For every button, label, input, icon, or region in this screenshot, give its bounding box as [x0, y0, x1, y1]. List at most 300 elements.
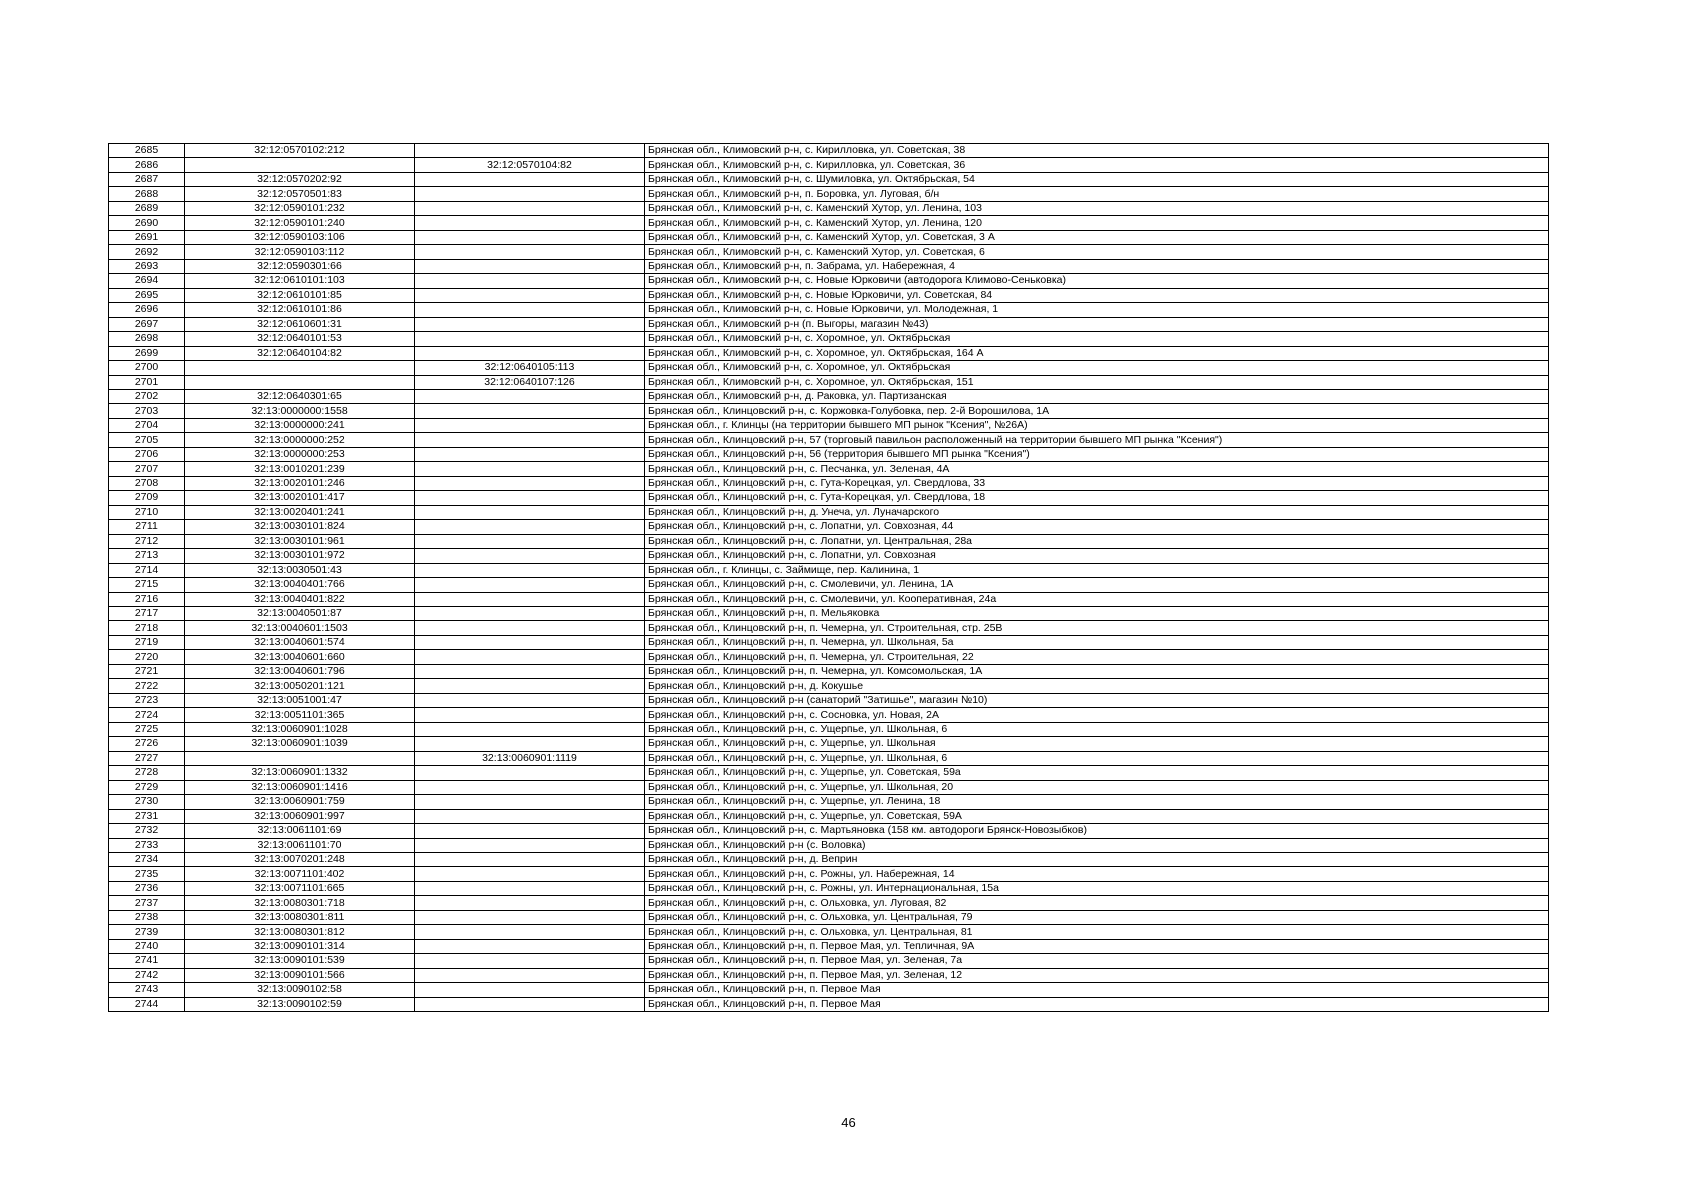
cadastral-number-cell [185, 375, 415, 389]
table-row [109, 607, 1549, 621]
table-row [109, 751, 1549, 765]
table-row [109, 635, 1549, 649]
row-number-cell: 2736 [109, 881, 185, 895]
cadastral-number-cell: 32:13:0060901:1028 [185, 722, 415, 736]
address-cell: Брянская обл., Клинцовский р-н, с. Ольховка, ул. Центральная, 79 [645, 910, 1549, 924]
cadastral-number-cell: 32:12:0640101:53 [185, 332, 415, 346]
address-cell: Брянская обл., Климовский р-н, с. Каменский Хутор, ул. Ленина, 120 [645, 216, 1549, 230]
cadastral-number-alt-cell [415, 925, 645, 939]
row-number-cell: 2733 [109, 838, 185, 852]
cadastral-number-alt-cell [415, 274, 645, 288]
address-cell: Брянская обл., Климовский р-н, с. Каменский Хутор, ул. Ленина, 103 [645, 201, 1549, 215]
address-cell: Брянская обл., Клинцовский р-н, п. Первое Мая [645, 983, 1549, 997]
cadastral-number-alt-cell [415, 303, 645, 317]
address-cell: Брянская обл., Клинцовский р-н, с. Мартьяновка (158 км. автодороги Брянск-Новозыбков) [645, 824, 1549, 838]
table-row [109, 505, 1549, 519]
address-cell: Брянская обл., Клинцовский р-н, д. Унеча, ул. Луначарского [645, 505, 1549, 519]
cadastral-number-alt-cell [415, 259, 645, 273]
cadastral-number-alt-cell [415, 476, 645, 490]
address-cell: Брянская обл., Клинцовский р-н, п. Чемерна, ул. Школьная, 5а [645, 635, 1549, 649]
address-cell: Брянская обл., г. Клинцы, с. Займище, пер. Калинина, 1 [645, 563, 1549, 577]
address-cell: Брянская обл., Клинцовский р-н, 57 (торговый павильон расположенный на территории бывшего МП рынка "Ксения") [645, 433, 1549, 447]
row-number-cell: 2717 [109, 607, 185, 621]
table-row [109, 563, 1549, 577]
cadastral-number-cell: 32:13:0030101:961 [185, 534, 415, 548]
cadastral-number-cell: 32:13:0090102:58 [185, 983, 415, 997]
cadastral-number-alt-cell [415, 288, 645, 302]
row-number-cell: 2719 [109, 635, 185, 649]
cadastral-number-cell: 32:13:0040601:796 [185, 664, 415, 678]
cadastral-number-alt-cell [415, 910, 645, 924]
table-row [109, 925, 1549, 939]
cadastral-number-alt-cell [415, 838, 645, 852]
cadastral-number-cell: 32:13:0060901:1416 [185, 780, 415, 794]
cadastral-number-alt-cell [415, 896, 645, 910]
table-row [109, 795, 1549, 809]
address-cell: Брянская обл., Клинцовский р-н, с. Гута-Корецкая, ул. Свердлова, 18 [645, 491, 1549, 505]
row-number-cell: 2706 [109, 447, 185, 461]
table-row [109, 766, 1549, 780]
cadastral-number-cell: 32:12:0590103:112 [185, 245, 415, 259]
cadastral-number-cell: 32:13:0090101:566 [185, 968, 415, 982]
table-row [109, 693, 1549, 707]
cadastral-number-alt-cell [415, 201, 645, 215]
table-row [109, 838, 1549, 852]
row-number-cell: 2735 [109, 867, 185, 881]
row-number-cell: 2744 [109, 997, 185, 1011]
table-row [109, 968, 1549, 982]
cadastral-number-cell: 32:12:0590301:66 [185, 259, 415, 273]
table-row [109, 621, 1549, 635]
cadastral-number-cell: 32:13:0080301:718 [185, 896, 415, 910]
address-cell: Брянская обл., Клинцовский р-н (санаторий "Затишье", магазин №10) [645, 693, 1549, 707]
row-number-cell: 2740 [109, 939, 185, 953]
address-cell: Брянская обл., Клинцовский р-н, п. Первое Мая, ул. Тепличная, 9А [645, 939, 1549, 953]
cadastral-number-alt-cell [415, 968, 645, 982]
row-number-cell: 2686 [109, 158, 185, 172]
cadastral-number-alt-cell [415, 346, 645, 360]
cadastral-number-cell [185, 361, 415, 375]
row-number-cell: 2718 [109, 621, 185, 635]
cadastral-number-cell: 32:13:0051101:365 [185, 708, 415, 722]
row-number-cell: 2696 [109, 303, 185, 317]
row-number-cell: 2738 [109, 910, 185, 924]
table-row [109, 476, 1549, 490]
table-row [109, 375, 1549, 389]
table-row [109, 462, 1549, 476]
cadastral-number-alt-cell [415, 607, 645, 621]
table-row [109, 983, 1549, 997]
cadastral-number-alt-cell [415, 389, 645, 403]
cadastral-number-cell: 32:13:0030101:824 [185, 520, 415, 534]
cadastral-number-cell [185, 158, 415, 172]
registry-table-body [109, 144, 1549, 1012]
row-number-cell: 2700 [109, 361, 185, 375]
cadastral-number-alt-cell [415, 418, 645, 432]
cadastral-number-cell: 32:13:0040601:1503 [185, 621, 415, 635]
table-row [109, 896, 1549, 910]
cadastral-number-alt-cell: 32:13:0060901:1119 [415, 751, 645, 765]
cadastral-number-cell: 32:13:0020401:241 [185, 505, 415, 519]
address-cell: Брянская обл., Клинцовский р-н, с. Лопатни, ул. Центральная, 28а [645, 534, 1549, 548]
cadastral-number-alt-cell [415, 766, 645, 780]
address-cell: Брянская обл., Клинцовский р-н, п. Мельяковка [645, 607, 1549, 621]
cadastral-number-cell: 32:13:0000000:252 [185, 433, 415, 447]
row-number-cell: 2737 [109, 896, 185, 910]
cadastral-number-alt-cell [415, 679, 645, 693]
table-row [109, 592, 1549, 606]
cadastral-number-alt-cell [415, 664, 645, 678]
address-cell: Брянская обл., Клинцовский р-н, с. Ущерпье, ул. Школьная, 6 [645, 751, 1549, 765]
row-number-cell: 2693 [109, 259, 185, 273]
row-number-cell: 2728 [109, 766, 185, 780]
table-row [109, 245, 1549, 259]
table-row [109, 288, 1549, 302]
table-row [109, 867, 1549, 881]
row-number-cell: 2709 [109, 491, 185, 505]
address-cell: Брянская обл., Климовский р-н, п. Забрама, ул. Набережная, 4 [645, 259, 1549, 273]
cadastral-number-cell: 32:12:0570102:212 [185, 144, 415, 158]
row-number-cell: 2692 [109, 245, 185, 259]
cadastral-number-alt-cell [415, 534, 645, 548]
address-cell: Брянская обл., Клинцовский р-н, с. Рожны, ул. Набережная, 14 [645, 867, 1549, 881]
address-cell: Брянская обл., Клинцовский р-н, с. Ущерпье, ул. Школьная, 20 [645, 780, 1549, 794]
table-row [109, 447, 1549, 461]
table-row [109, 809, 1549, 823]
cadastral-number-cell: 32:12:0640104:82 [185, 346, 415, 360]
table-row [109, 520, 1549, 534]
address-cell: Брянская обл., Клинцовский р-н, п. Чемерна, ул. Строительная, 22 [645, 650, 1549, 664]
cadastral-number-alt-cell [415, 722, 645, 736]
cadastral-number-alt-cell [415, 491, 645, 505]
address-cell: Брянская обл., Клинцовский р-н, с. Смолевичи, ул. Ленина, 1А [645, 578, 1549, 592]
registry-table [108, 143, 1549, 1012]
table-row [109, 433, 1549, 447]
table-row [109, 389, 1549, 403]
cadastral-number-cell: 32:13:0090102:59 [185, 997, 415, 1011]
table-row [109, 346, 1549, 360]
row-number-cell: 2727 [109, 751, 185, 765]
cadastral-number-cell: 32:13:0000000:253 [185, 447, 415, 461]
cadastral-number-cell: 32:13:0040401:766 [185, 578, 415, 592]
address-cell: Брянская обл., Клинцовский р-н, с. Ущерпье, ул. Советская, 59А [645, 809, 1549, 823]
address-cell: Брянская обл., Клинцовский р-н, п. Чемерна, ул. Комсомольская, 1А [645, 664, 1549, 678]
address-cell: Брянская обл., Клинцовский р-н, п. Первое Мая, ул. Зеленая, 7а [645, 954, 1549, 968]
table-row [109, 939, 1549, 953]
cadastral-number-cell: 32:13:0020101:417 [185, 491, 415, 505]
address-cell: Брянская обл., Клинцовский р-н, с. Коржовка-Голубовка, пер. 2-й Ворошилова, 1А [645, 404, 1549, 418]
table-row [109, 361, 1549, 375]
cadastral-number-alt-cell [415, 852, 645, 866]
address-cell: Брянская обл., Клинцовский р-н, с. Сосновка, ул. Новая, 2А [645, 708, 1549, 722]
address-cell: Брянская обл., Климовский р-н, с. Хоромное, ул. Октябрьская, 151 [645, 375, 1549, 389]
table-row [109, 650, 1549, 664]
row-number-cell: 2697 [109, 317, 185, 331]
cadastral-number-cell: 32:12:0610101:85 [185, 288, 415, 302]
row-number-cell: 2698 [109, 332, 185, 346]
row-number-cell: 2723 [109, 693, 185, 707]
row-number-cell: 2689 [109, 201, 185, 215]
cadastral-number-cell: 32:13:0000000:241 [185, 418, 415, 432]
cadastral-number-cell: 32:13:0030501:43 [185, 563, 415, 577]
cadastral-number-cell: 32:13:0040601:574 [185, 635, 415, 649]
cadastral-number-cell: 32:13:0071101:665 [185, 881, 415, 895]
address-cell: Брянская обл., Клинцовский р-н, с. Смолевичи, ул. Кооперативная, 24а [645, 592, 1549, 606]
cadastral-number-cell: 32:13:0051001:47 [185, 693, 415, 707]
address-cell: Брянская обл., Климовский р-н, с. Новые Юрковичи, ул. Советская, 84 [645, 288, 1549, 302]
address-cell: Брянская обл., Клинцовский р-н, с. Ущерпье, ул. Школьная [645, 737, 1549, 751]
row-number-cell: 2691 [109, 230, 185, 244]
cadastral-number-alt-cell [415, 824, 645, 838]
cadastral-number-cell [185, 751, 415, 765]
address-cell: Брянская обл., Климовский р-н, с. Хоромное, ул. Октябрьская [645, 332, 1549, 346]
table-row [109, 881, 1549, 895]
row-number-cell: 2703 [109, 404, 185, 418]
cadastral-number-cell: 32:13:0061101:69 [185, 824, 415, 838]
cadastral-number-cell: 32:13:0061101:70 [185, 838, 415, 852]
registry-sheet [108, 143, 1549, 1012]
address-cell: Брянская обл., Клинцовский р-н, п. Первое Мая [645, 997, 1549, 1011]
cadastral-number-cell: 32:13:0060901:759 [185, 795, 415, 809]
row-number-cell: 2713 [109, 549, 185, 563]
cadastral-number-alt-cell [415, 404, 645, 418]
row-number-cell: 2702 [109, 389, 185, 403]
cadastral-number-alt-cell [415, 172, 645, 186]
table-row [109, 824, 1549, 838]
address-cell: Брянская обл., Клинцовский р-н, с. Ольховка, ул. Центральная, 81 [645, 925, 1549, 939]
table-row [109, 230, 1549, 244]
cadastral-number-cell: 32:13:0060901:1332 [185, 766, 415, 780]
address-cell: Брянская обл., Клинцовский р-н, д. Кокушье [645, 679, 1549, 693]
cadastral-number-alt-cell [415, 867, 645, 881]
cadastral-number-alt-cell: 32:12:0640107:126 [415, 375, 645, 389]
cadastral-number-alt-cell [415, 245, 645, 259]
row-number-cell: 2711 [109, 520, 185, 534]
row-number-cell: 2704 [109, 418, 185, 432]
cadastral-number-cell: 32:12:0640301:65 [185, 389, 415, 403]
cadastral-number-alt-cell [415, 983, 645, 997]
table-row [109, 317, 1549, 331]
cadastral-number-alt-cell [415, 939, 645, 953]
table-row [109, 708, 1549, 722]
cadastral-number-cell: 32:13:0030101:972 [185, 549, 415, 563]
address-cell: Брянская обл., Клинцовский р-н, с. Лопатни, ул. Совхозная [645, 549, 1549, 563]
row-number-cell: 2687 [109, 172, 185, 186]
cadastral-number-cell: 32:13:0020101:246 [185, 476, 415, 490]
cadastral-number-alt-cell [415, 997, 645, 1011]
cadastral-number-cell: 32:12:0590103:106 [185, 230, 415, 244]
cadastral-number-cell: 32:13:0060901:997 [185, 809, 415, 823]
row-number-cell: 2714 [109, 563, 185, 577]
cadastral-number-cell: 32:13:0060901:1039 [185, 737, 415, 751]
address-cell: Брянская обл., Клинцовский р-н, 56 (территория бывшего МП рынка "Ксения") [645, 447, 1549, 461]
address-cell: Брянская обл., Клинцовский р-н, д. Веприн [645, 852, 1549, 866]
cadastral-number-cell: 32:13:0010201:239 [185, 462, 415, 476]
address-cell: Брянская обл., Климовский р-н, с. Кирилловка, ул. Советская, 36 [645, 158, 1549, 172]
address-cell: Брянская обл., Климовский р-н, с. Новые Юрковичи, ул. Молодежная, 1 [645, 303, 1549, 317]
cadastral-number-cell: 32:13:0080301:812 [185, 925, 415, 939]
address-cell: Брянская обл., Клинцовский р-н, с. Ольховка, ул. Луговая, 82 [645, 896, 1549, 910]
cadastral-number-alt-cell [415, 693, 645, 707]
cadastral-number-alt-cell [415, 795, 645, 809]
cadastral-number-alt-cell [415, 809, 645, 823]
cadastral-number-alt-cell [415, 332, 645, 346]
cadastral-number-cell: 32:13:0071101:402 [185, 867, 415, 881]
table-row [109, 303, 1549, 317]
table-row [109, 722, 1549, 736]
cadastral-number-cell: 32:13:0090101:314 [185, 939, 415, 953]
address-cell: Брянская обл., Клинцовский р-н, п. Первое Мая, ул. Зеленая, 12 [645, 968, 1549, 982]
cadastral-number-alt-cell [415, 592, 645, 606]
table-row [109, 332, 1549, 346]
address-cell: Брянская обл., Климовский р-н, п. Боровка, ул. Луговая, б/н [645, 187, 1549, 201]
address-cell: Брянская обл., Клинцовский р-н, с. Ущерпье, ул. Школьная, 6 [645, 722, 1549, 736]
row-number-cell: 2688 [109, 187, 185, 201]
cadastral-number-cell: 32:12:0610101:86 [185, 303, 415, 317]
row-number-cell: 2716 [109, 592, 185, 606]
cadastral-number-alt-cell: 32:12:0570104:82 [415, 158, 645, 172]
table-row [109, 549, 1549, 563]
cadastral-number-alt-cell [415, 737, 645, 751]
cadastral-number-alt-cell [415, 144, 645, 158]
table-row [109, 144, 1549, 158]
address-cell: Брянская обл., Климовский р-н, с. Новые Юрковичи (автодорога Климово-Сеньковка) [645, 274, 1549, 288]
address-cell: Брянская обл., Климовский р-н, с. Каменский Хутор, ул. Советская, 6 [645, 245, 1549, 259]
address-cell: Брянская обл., Клинцовский р-н, с. Лопатни, ул. Совхозная, 44 [645, 520, 1549, 534]
table-row [109, 737, 1549, 751]
cadastral-number-cell: 32:13:0080301:811 [185, 910, 415, 924]
row-number-cell: 2715 [109, 578, 185, 592]
cadastral-number-alt-cell [415, 317, 645, 331]
address-cell: Брянская обл., Климовский р-н, с. Шумиловка, ул. Октябрьская, 54 [645, 172, 1549, 186]
address-cell: Брянская обл., Климовский р-н, с. Хоромное, ул. Октябрьская, 164 А [645, 346, 1549, 360]
row-number-cell: 2742 [109, 968, 185, 982]
cadastral-number-cell: 32:12:0590101:232 [185, 201, 415, 215]
cadastral-number-alt-cell [415, 650, 645, 664]
cadastral-number-cell: 32:13:0070201:248 [185, 852, 415, 866]
row-number-cell: 2690 [109, 216, 185, 230]
row-number-cell: 2694 [109, 274, 185, 288]
cadastral-number-alt-cell [415, 462, 645, 476]
cadastral-number-cell: 32:13:0000000:1558 [185, 404, 415, 418]
row-number-cell: 2699 [109, 346, 185, 360]
cadastral-number-alt-cell: 32:12:0640105:113 [415, 361, 645, 375]
row-number-cell: 2695 [109, 288, 185, 302]
table-row [109, 259, 1549, 273]
cadastral-number-cell: 32:13:0050201:121 [185, 679, 415, 693]
row-number-cell: 2705 [109, 433, 185, 447]
table-row [109, 954, 1549, 968]
table-row [109, 216, 1549, 230]
cadastral-number-cell: 32:12:0610101:103 [185, 274, 415, 288]
row-number-cell: 2725 [109, 722, 185, 736]
table-row [109, 172, 1549, 186]
table-row [109, 852, 1549, 866]
address-cell: Брянская обл., Климовский р-н (п. Выгоры, магазин №43) [645, 317, 1549, 331]
row-number-cell: 2685 [109, 144, 185, 158]
cadastral-number-cell: 32:12:0610601:31 [185, 317, 415, 331]
row-number-cell: 2707 [109, 462, 185, 476]
address-cell: Брянская обл., Клинцовский р-н, с. Песчанка, ул. Зеленая, 4А [645, 462, 1549, 476]
address-cell: Брянская обл., Клинцовский р-н (с. Воловка) [645, 838, 1549, 852]
address-cell: Брянская обл., Климовский р-н, с. Каменский Хутор, ул. Советская, 3 А [645, 230, 1549, 244]
row-number-cell: 2722 [109, 679, 185, 693]
row-number-cell: 2732 [109, 824, 185, 838]
cadastral-number-alt-cell [415, 621, 645, 635]
table-row [109, 780, 1549, 794]
cadastral-number-alt-cell [415, 708, 645, 722]
table-row [109, 679, 1549, 693]
row-number-cell: 2743 [109, 983, 185, 997]
cadastral-number-alt-cell [415, 433, 645, 447]
cadastral-number-cell: 32:13:0040601:660 [185, 650, 415, 664]
cadastral-number-cell: 32:12:0590101:240 [185, 216, 415, 230]
row-number-cell: 2724 [109, 708, 185, 722]
table-row [109, 491, 1549, 505]
address-cell: Брянская обл., г. Клинцы (на территории бывшего МП рынок "Ксения", №26А) [645, 418, 1549, 432]
table-row [109, 578, 1549, 592]
row-number-cell: 2729 [109, 780, 185, 794]
cadastral-number-alt-cell [415, 230, 645, 244]
cadastral-number-alt-cell [415, 549, 645, 563]
table-row [109, 910, 1549, 924]
cadastral-number-alt-cell [415, 447, 645, 461]
row-number-cell: 2721 [109, 664, 185, 678]
address-cell: Брянская обл., Клинцовский р-н, с. Ущерпье, ул. Ленина, 18 [645, 795, 1549, 809]
address-cell: Брянская обл., Климовский р-н, с. Хоромное, ул. Октябрьская [645, 361, 1549, 375]
row-number-cell: 2739 [109, 925, 185, 939]
cadastral-number-cell: 32:13:0090101:539 [185, 954, 415, 968]
table-row [109, 534, 1549, 548]
cadastral-number-cell: 32:13:0040401:822 [185, 592, 415, 606]
table-row [109, 997, 1549, 1011]
cadastral-number-alt-cell [415, 505, 645, 519]
row-number-cell: 2701 [109, 375, 185, 389]
cadastral-number-alt-cell [415, 563, 645, 577]
row-number-cell: 2734 [109, 852, 185, 866]
address-cell: Брянская обл., Клинцовский р-н, с. Рожны, ул. Интернациональная, 15а [645, 881, 1549, 895]
table-row [109, 187, 1549, 201]
cadastral-number-alt-cell [415, 187, 645, 201]
cadastral-number-alt-cell [415, 635, 645, 649]
row-number-cell: 2712 [109, 534, 185, 548]
cadastral-number-alt-cell [415, 881, 645, 895]
page-number: 46 [841, 1115, 856, 1130]
row-number-cell: 2741 [109, 954, 185, 968]
table-row [109, 418, 1549, 432]
row-number-cell: 2730 [109, 795, 185, 809]
cadastral-number-alt-cell [415, 216, 645, 230]
table-row [109, 274, 1549, 288]
address-cell: Брянская обл., Клинцовский р-н, с. Ущерпье, ул. Советская, 59а [645, 766, 1549, 780]
address-cell: Брянская обл., Климовский р-н, д. Раковка, ул. Партизанская [645, 389, 1549, 403]
cadastral-number-alt-cell [415, 520, 645, 534]
address-cell: Брянская обл., Клинцовский р-н, с. Гута-Корецкая, ул. Свердлова, 33 [645, 476, 1549, 490]
row-number-cell: 2726 [109, 737, 185, 751]
table-row [109, 158, 1549, 172]
table-row [109, 664, 1549, 678]
table-row [109, 201, 1549, 215]
cadastral-number-alt-cell [415, 578, 645, 592]
cadastral-number-cell: 32:12:0570501:83 [185, 187, 415, 201]
cadastral-number-cell: 32:12:0570202:92 [185, 172, 415, 186]
address-cell: Брянская обл., Климовский р-н, с. Кирилловка, ул. Советская, 38 [645, 144, 1549, 158]
row-number-cell: 2708 [109, 476, 185, 490]
cadastral-number-alt-cell [415, 780, 645, 794]
row-number-cell: 2731 [109, 809, 185, 823]
cadastral-number-alt-cell [415, 954, 645, 968]
cadastral-number-cell: 32:13:0040501:87 [185, 607, 415, 621]
